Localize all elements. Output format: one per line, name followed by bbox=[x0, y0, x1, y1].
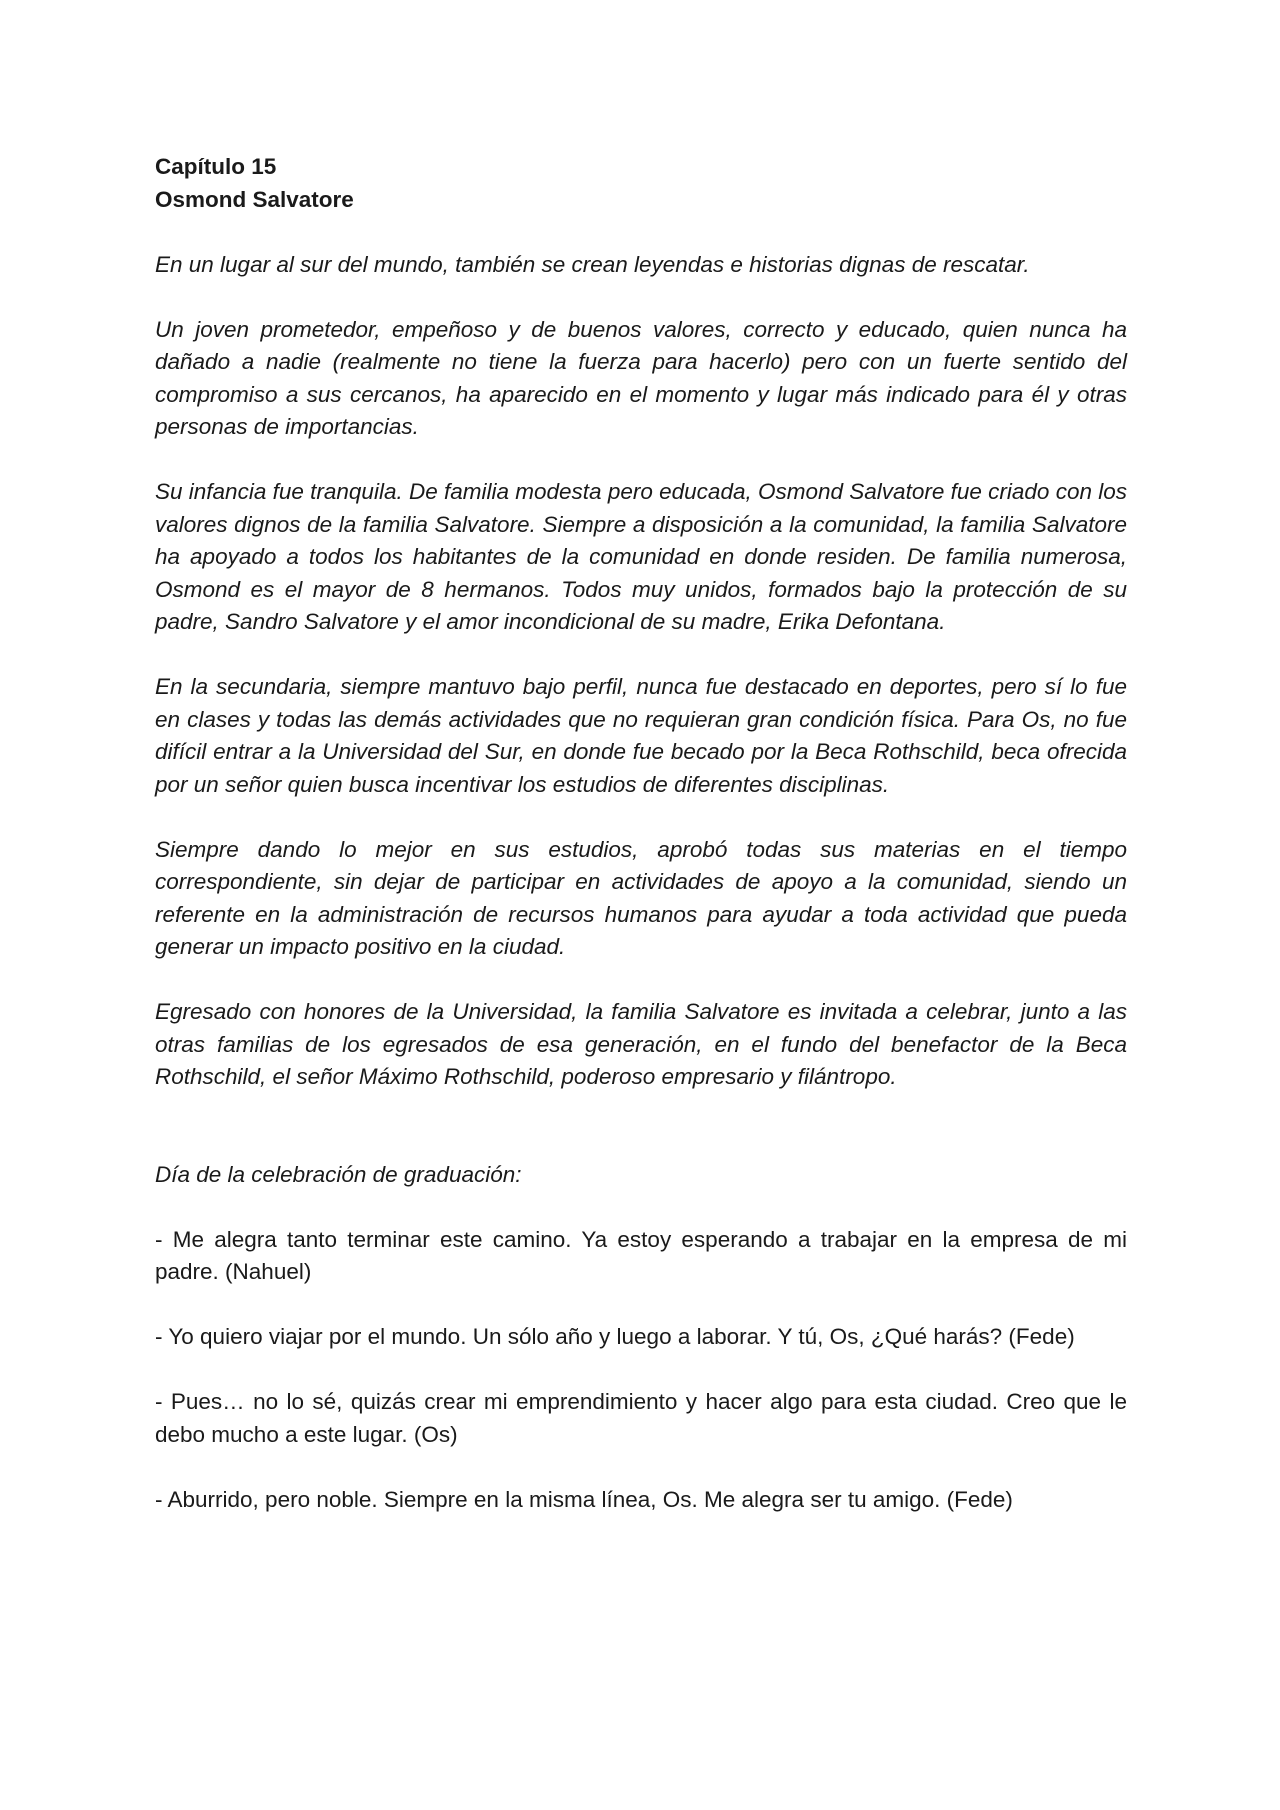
chapter-number: Capítulo 15 bbox=[155, 154, 277, 179]
chapter-heading bbox=[155, 151, 1127, 216]
paragraph: En un lugar al sur del mundo, también se crean leyendas e historias dignas de rescatar. bbox=[155, 251, 1030, 277]
chapter-title: Osmond Salvatore bbox=[155, 186, 354, 212]
paragraph: Siempre dando lo mejor en sus estudios, aprobó todas sus materias en el tiempo correspondiente, sin dejar de participar en actividades de apoyo a la comunidad, siendo un referente en la administración de recursos humanos para ayudar a toda actividad que pueda generar un impacto positivo en la ciudad. bbox=[155, 836, 1127, 959]
dialogue-line: - Aburrido, pero noble. Siempre en la misma línea, Os. Me alegra ser tu amigo. (Fede) bbox=[155, 1486, 1013, 1512]
paragraph: Egresado con honores de la Universidad, la familia Salvatore es invitada a celebrar, junto a las otras familias de los egresados de esa generación, en el fundo del benefactor de la Beca Rothschild, el señor Máximo Rothschild, poderoso empresario y filántropo. bbox=[155, 999, 1127, 1089]
paragraph: Un joven prometedor, empeñoso y de buenos valores, correcto y educado, quien nunca ha dañado a nadie (realmente no tiene la fuerza para hacerlo) pero con un fuerte sentido del compromiso a sus cercanos, ha aparecido en el momento y lugar más indicado para él y otras personas de importancias. bbox=[155, 316, 1127, 439]
dialogue-line: - Yo quiero viajar por el mundo. Un sólo año y luego a laborar. Y tú, Os, ¿Qué harás? (Fede) bbox=[155, 1324, 1075, 1349]
paragraph: Su infancia fue tranquila. De familia modesta pero educada, Osmond Salvatore fue criado con los valores dignos de la familia Salvatore. Siempre a disposición a la comunidad, la familia Salvatore ha apoyado a todos los habitantes de la comunidad en donde residen. De familia numerosa, Osmond es el mayor de 8 hermanos. Todos muy unidos, formados bajo la protección de su padre, Sandro Salvatore y el amor incondicional de su madre, Erika Defontana. bbox=[155, 479, 1127, 634]
scene-intro: Día de la celebración de graduación: bbox=[155, 1161, 522, 1187]
paragraph: En la secundaria, siempre mantuvo bajo perfil, nunca fue destacado en deportes, pero sí lo fue en clases y todas las demás actividades que no requieran gran condición física. Para Os, no fue difícil entrar a la Universidad del Sur, en donde fue becado por la Beca Rothschild, beca ofrecida por un señor quien busca incentivar los estudios de diferentes disciplinas. bbox=[155, 674, 1127, 797]
dialogue-line: - Pues… no lo sé, quizás crear mi emprendimiento y hacer algo para esta ciudad. Creo que le debo mucho a este lugar. (Os) bbox=[155, 1389, 1127, 1447]
dialogue-line: - Me alegra tanto terminar este camino. Ya estoy esperando a trabajar en la empresa de mi padre. (Nahuel) bbox=[155, 1226, 1127, 1284]
document-page bbox=[155, 151, 1127, 1549]
